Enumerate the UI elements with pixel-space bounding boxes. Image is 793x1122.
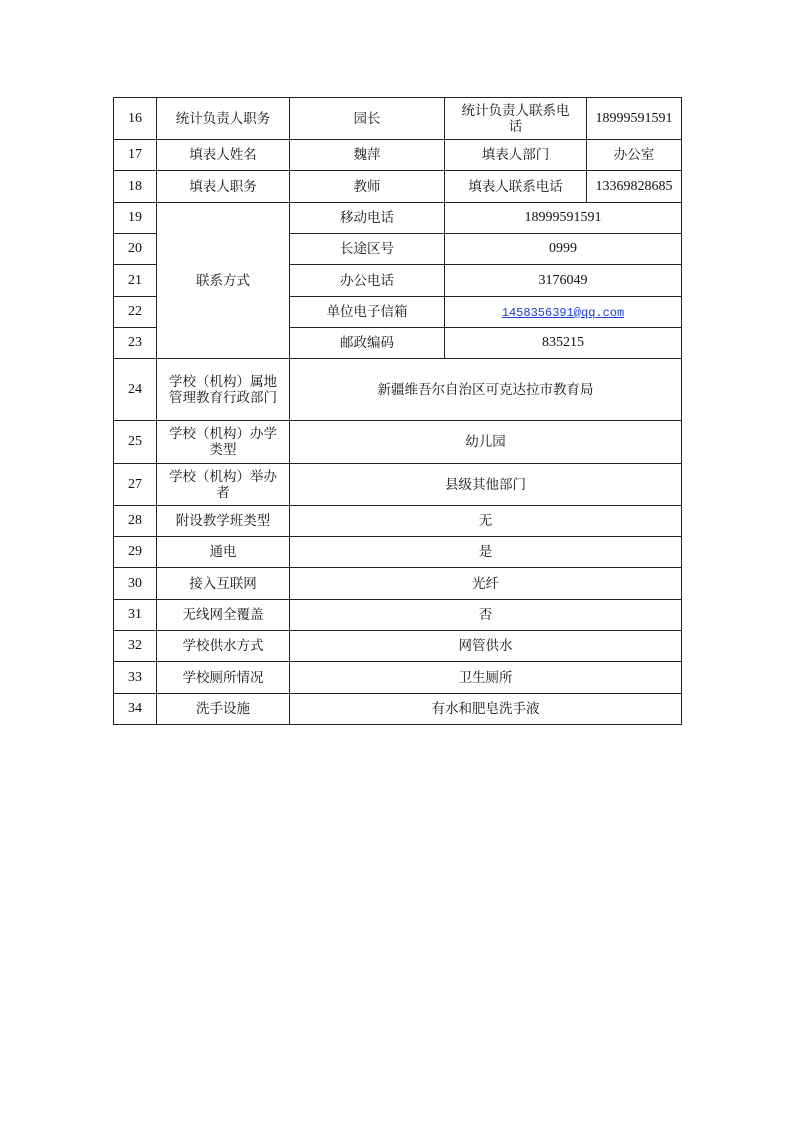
field-label: 无线网全覆盖: [157, 600, 290, 631]
field-value: 0999: [445, 234, 682, 265]
table-row: [114, 359, 682, 421]
field-label: 洗手设施: [157, 694, 290, 725]
field-label: 办公电话: [290, 265, 445, 297]
school-info-table: [113, 97, 682, 725]
table-row: [114, 537, 682, 568]
field-label: 接入互联网: [157, 568, 290, 600]
row-number: 17: [114, 140, 157, 171]
field-value: 3176049: [445, 265, 682, 297]
row-number: 27: [114, 464, 157, 506]
table-row: [114, 171, 682, 203]
field-value: 光纤: [290, 568, 682, 600]
table-row: [114, 568, 682, 600]
field-value: 18999591591: [587, 98, 682, 140]
field-label: 学校（机构）办学类型: [157, 421, 290, 464]
row-number: 31: [114, 600, 157, 631]
row-number: 28: [114, 506, 157, 537]
field-label: 填表人职务: [157, 171, 290, 203]
field-label: 邮政编码: [290, 328, 445, 359]
field-value: 网管供水: [290, 631, 682, 662]
field-label: 长途区号: [290, 234, 445, 265]
row-number: 22: [114, 297, 157, 328]
field-label: 统计负责人联系电话: [445, 98, 587, 140]
field-value: 835215: [445, 328, 682, 359]
row-number: 16: [114, 98, 157, 140]
row-number: 34: [114, 694, 157, 725]
row-number: 19: [114, 203, 157, 234]
field-label: 学校供水方式: [157, 631, 290, 662]
row-number: 32: [114, 631, 157, 662]
table-row: [114, 600, 682, 631]
table-row: [114, 421, 682, 464]
email-cell: [445, 297, 682, 328]
field-value: 13369828685: [587, 171, 682, 203]
table-row: [114, 98, 682, 140]
email-link[interactable]: 1458356391@qq.com: [501, 305, 625, 320]
field-value: 教师: [290, 171, 445, 203]
row-number: 20: [114, 234, 157, 265]
table-row: [114, 506, 682, 537]
table-row: [114, 631, 682, 662]
field-value: 魏萍: [290, 140, 445, 171]
field-value: 18999591591: [445, 203, 682, 234]
row-number: 18: [114, 171, 157, 203]
field-label: 学校厕所情况: [157, 662, 290, 694]
field-value: 卫生厕所: [290, 662, 682, 694]
table-row: [114, 662, 682, 694]
row-number: 25: [114, 421, 157, 464]
table-row: [114, 464, 682, 506]
row-number: 30: [114, 568, 157, 600]
field-value: 园长: [290, 98, 445, 140]
field-label: 学校（机构）属地管理教育行政部门: [157, 359, 290, 421]
field-value: 县级其他部门: [290, 464, 682, 506]
field-value: 办公室: [587, 140, 682, 171]
table-row: [114, 694, 682, 725]
field-label: 移动电话: [290, 203, 445, 234]
row-number: 33: [114, 662, 157, 694]
field-value: 有水和肥皂洗手液: [290, 694, 682, 725]
field-label: 学校（机构）举办者: [157, 464, 290, 506]
field-label: 填表人部门: [445, 140, 587, 171]
table-row: [114, 140, 682, 171]
field-value: 否: [290, 600, 682, 631]
field-value: 新疆维吾尔自治区可克达拉市教育局: [290, 359, 682, 421]
field-label: 附设教学班类型: [157, 506, 290, 537]
field-label: 单位电子信箱: [290, 297, 445, 328]
row-number: 29: [114, 537, 157, 568]
field-label: 填表人联系电话: [445, 171, 587, 203]
contact-group-label: 联系方式: [157, 203, 290, 359]
row-number: 21: [114, 265, 157, 297]
field-value: 是: [290, 537, 682, 568]
table-row: [114, 203, 682, 234]
field-value: 幼儿园: [290, 421, 682, 464]
field-label: 填表人姓名: [157, 140, 290, 171]
row-number: 24: [114, 359, 157, 421]
row-number: 23: [114, 328, 157, 359]
field-label: 统计负责人职务: [157, 98, 290, 140]
field-label: 通电: [157, 537, 290, 568]
field-value: 无: [290, 506, 682, 537]
